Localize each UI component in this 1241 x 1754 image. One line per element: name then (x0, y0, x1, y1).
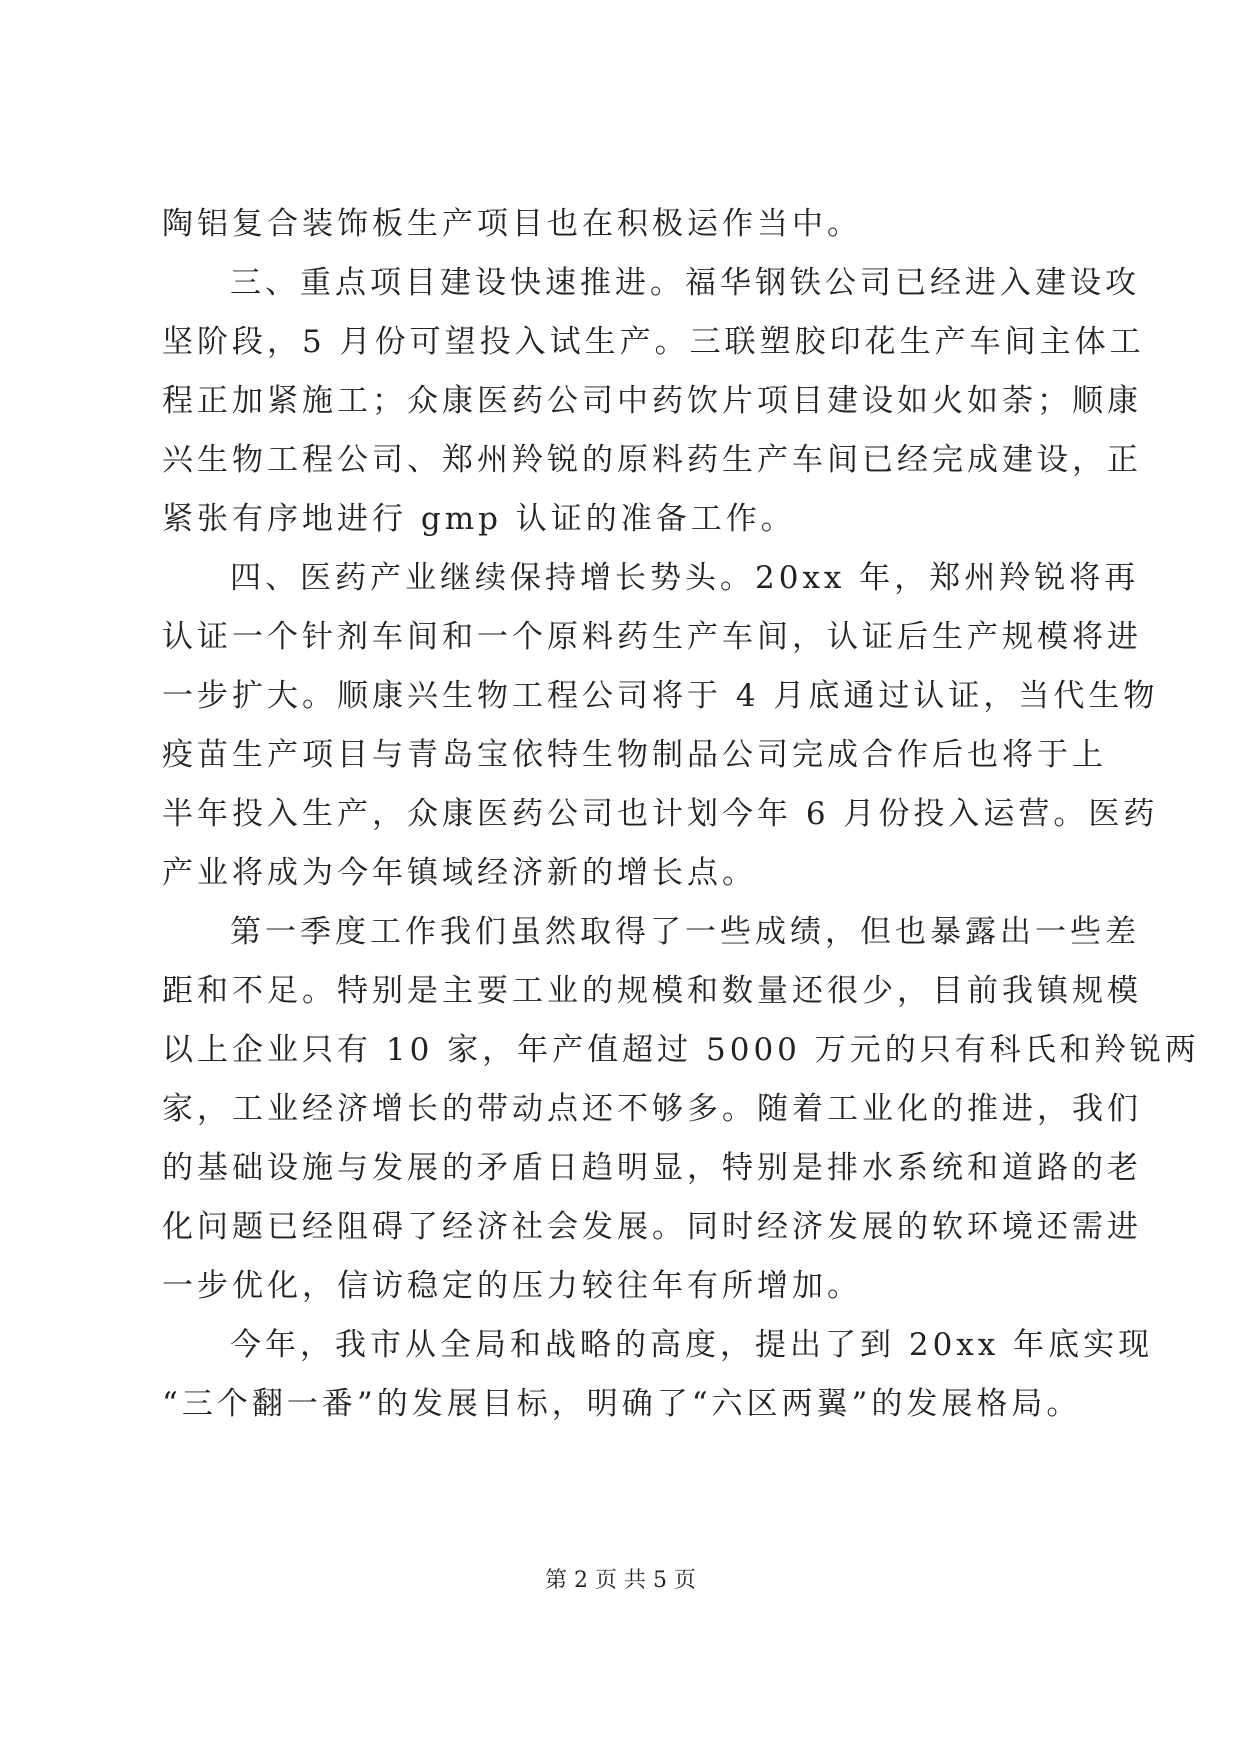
text-line: 一步优化，信访稳定的压力较往年有所增加。 (162, 1268, 862, 1304)
text-line: 程正加紧施工；众康医药公司中药饮片项目建设如火如荼；顺康 (162, 383, 1142, 419)
text-line: 家，工业经济增长的带动点还不够多。随着工业化的推进，我们 (162, 1091, 1142, 1127)
text-line: “三个翻一番”的发展目标，明确了“六区两翼”的发展格局。 (162, 1386, 1082, 1422)
text-line: 距和不足。特别是主要工业的规模和数量还很少，目前我镇规模 (162, 973, 1142, 1009)
text-line: 紧张有序地进行 gmp 认证的准备工作。 (162, 501, 796, 537)
text-line: 以上企业只有 10 家，年产值超过 5000 万元的只有科氏和羚锐两 (162, 1032, 1200, 1068)
text-line: 产业将成为今年镇域经济新的增长点。 (162, 855, 757, 891)
text-line: 化问题已经阻碍了经济社会发展。同时经济发展的软环境还需进 (162, 1209, 1142, 1245)
text-line: 四、医药产业继续保持增长势头。20xx 年，郑州羚锐将再 (230, 560, 1140, 596)
page-footer: 第 2 页 共 5 页 (545, 1568, 696, 1593)
document-body (162, 195, 1200, 1434)
text-line: 兴生物工程公司、郑州羚锐的原料药生产车间已经完成建设，正 (162, 442, 1142, 478)
text-line: 第一季度工作我们虽然取得了一些成绩，但也暴露出一些差 (230, 914, 1140, 950)
text-line: 的基础设施与发展的矛盾日趋明显，特别是排水系统和道路的老 (162, 1150, 1142, 1186)
text-line: 半年投入生产，众康医药公司也计划今年 6 月份投入运营。医药 (162, 796, 1159, 832)
text-line: 坚阶段，5 月份可望投入试生产。三联塑胶印花生产车间主体工 (162, 324, 1145, 360)
text-line: 今年，我市从全局和战略的高度，提出了到 20xx 年底实现 (230, 1327, 1154, 1363)
text-line: 认证一个针剂车间和一个原料药生产车间，认证后生产规模将进 (162, 619, 1142, 655)
text-line: 一步扩大。顺康兴生物工程公司将于 4 月底通过认证，当代生物 (162, 678, 1159, 714)
text-line: 疫苗生产项目与青岛宝依特生物制品公司完成合作后也将于上 (162, 737, 1107, 773)
text-line: 陶铝复合装饰板生产项目也在积极运作当中。 (162, 206, 862, 242)
text-line: 三、重点项目建设快速推进。福华钢铁公司已经进入建设攻 (230, 265, 1140, 301)
